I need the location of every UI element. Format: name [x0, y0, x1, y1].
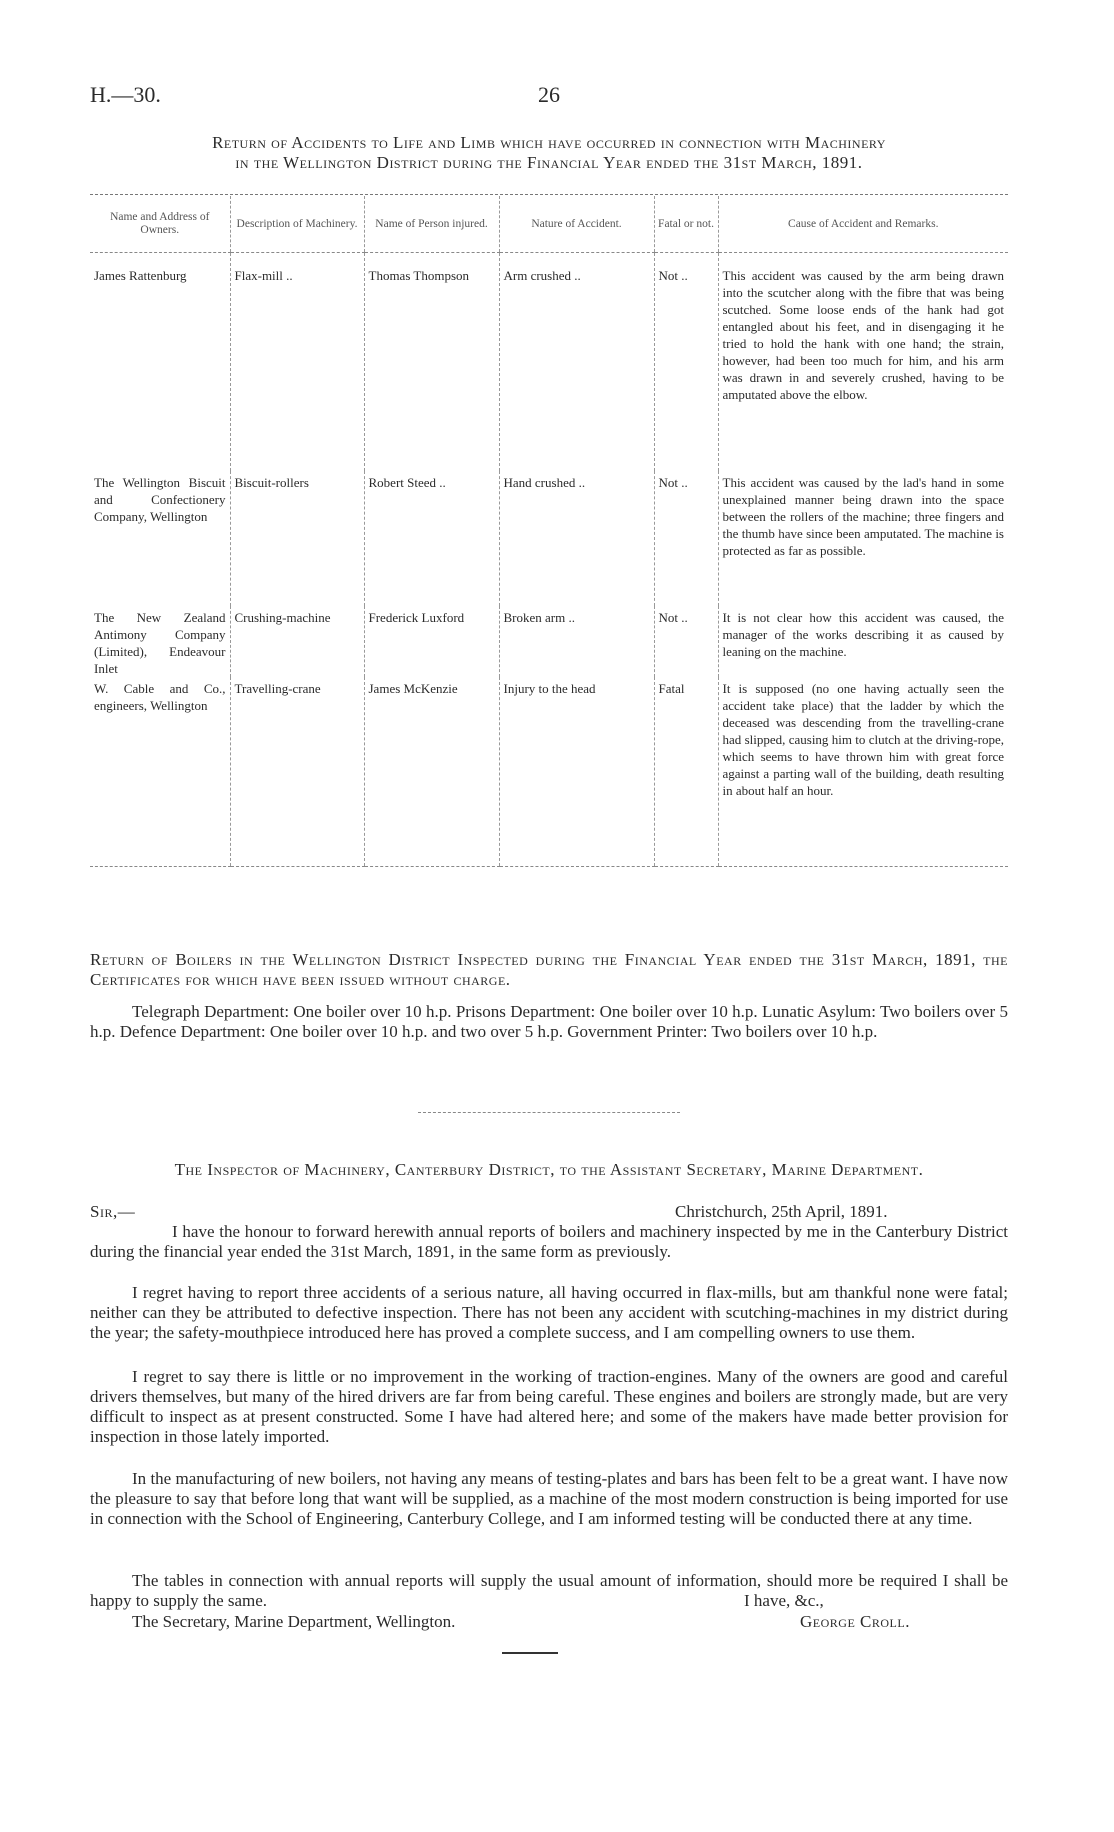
table-row — [90, 471, 1008, 606]
cell-machinery: Travelling-crane — [230, 677, 364, 867]
col-header-owner: Name and Address of Owners. — [90, 196, 230, 253]
letter-paragraph: I regret having to report three accidents of a serious nature, all having occurred in flax-mills, but am thankful none were fatal; neither can they be attributed to defective inspection. There has not been any accident with scutching-machines in my district during the year; the safety-mouthpiece introduced here has proved a complete success, and I am compelling owners to use them. — [90, 1283, 1008, 1342]
page-number: 26 — [538, 82, 560, 107]
cell-owner: James Rattenburg — [94, 268, 187, 283]
end-rule — [502, 1652, 558, 1654]
letter-heading-text: The Inspector of Machinery, Canterbury District, to the Assistant Secretary, Marine Department. — [174, 1160, 924, 1179]
cell-nature: Hand crushed .. — [499, 471, 654, 606]
cell-nature: Arm crushed .. — [499, 253, 654, 471]
cell-owner: W. Cable and Co., engineers, Wellington — [90, 677, 230, 867]
table-top-rule — [90, 194, 1008, 195]
cell-remarks: It is supposed (no one having actually seen the accident take place) that the ladder by which the deceased was descending from the travelling-crane had slipped, causing him to clutch at the driving-rope, which seems to have thrown him with great force against a parting wall of the building, death resulting in about half an hour. — [718, 677, 1008, 867]
accidents-table — [90, 196, 1008, 867]
col-header-remarks: Cause of Accident and Remarks. — [718, 196, 1008, 253]
cell-remarks: This accident was caused by the arm being drawn into the scutcher along with the fibre that was being scutched. Some loose ends of the hank had got entangled about his feet, and in disengaging it he tried to hold the hank with one hand; the strain, however, had been too much for him, and his arm was drawn in and severely crushed, having to be amputated above the elbow. — [718, 253, 1008, 471]
table-row — [90, 606, 1008, 677]
accidents-title-line-2: in the Wellington District during the Financial Year ended the 31st March, 1891. — [235, 153, 863, 172]
table-header-row — [90, 196, 1008, 253]
boilers-title-text: Return of Boilers in the Wellington District Inspected during the Financial Year ended the 31st March, 1891, the Certificates for which have been issued without charge. — [90, 950, 1008, 989]
table-row — [90, 677, 1008, 867]
cell-fatal: Not .. — [654, 471, 718, 606]
cell-remarks: This accident was caused by the lad's hand in some unexplained manner being drawn into the space between the rollers of the machine; three fingers and the thumb have since been amputated. The machine is protected as far as possible. — [718, 471, 1008, 606]
cell-nature: Injury to the head — [499, 677, 654, 867]
cell-person: Thomas Thompson — [364, 253, 499, 471]
cell-machinery: Crushing-machine — [230, 606, 364, 677]
letter-paragraph: In the manufacturing of new boilers, not having any means of testing-plates and bars has been felt to be a great want. I have now the pleasure to say that before long that want will be supplied, as a machine of the most modern construction is being imported for use in connection with the School of Engineering, Canterbury College, and I am informed testing will be conducted there at any time. — [90, 1469, 1008, 1528]
letter-closing-paragraph — [90, 1571, 1008, 1611]
letter-heading — [100, 1160, 998, 1180]
document-reference: H.—30. — [90, 82, 161, 107]
closing-courtesy: I have, &c., — [744, 1591, 824, 1610]
cell-person: Frederick Luxford — [364, 606, 499, 677]
cell-fatal: Not .. — [654, 606, 718, 677]
salutation-text: Sir,— — [90, 1202, 136, 1221]
cell-person: James McKenzie — [364, 677, 499, 867]
col-header-machinery: Description of Machinery. — [230, 196, 364, 253]
closing-text: The tables in connection with annual reports will supply the usual amount of information, should more be required I shall be happy to supply the same. — [90, 1571, 1008, 1610]
accidents-return-title — [90, 133, 1008, 173]
letter-place-date: Christchurch, 25th April, 1891. — [675, 1202, 888, 1221]
cell-nature: Broken arm .. — [499, 606, 654, 677]
col-header-nature: Nature of Accident. — [499, 196, 654, 253]
letter-paragraph: I have the honour to forward herewith annual reports of boilers and machinery inspected by me in the Canterbury District during the financial year ended the 31st March, 1891, in the same form as previously. — [90, 1222, 1008, 1261]
cell-fatal: Not .. — [654, 253, 718, 471]
cell-fatal: Fatal — [654, 677, 718, 867]
letter-paragraph: I regret to say there is little or no improvement in the working of traction-engines. Many of the owners are good and careful drivers themselves, but many of the hired drivers are far from being careful. These engines and boilers are strongly made, but are very difficult to inspect as at present constructed. Some I have had altered here; and some of the makers have made better provision for inspection in those lately imported. — [90, 1367, 1008, 1446]
cell-machinery: Flax-mill .. — [230, 253, 364, 471]
col-header-person: Name of Person injured. — [364, 196, 499, 253]
boilers-return-body: Telegraph Department: One boiler over 10 h.p. Prisons Department: One boiler over 10 h.p. Lunatic Asylum: Two boilers over 5 h.p. Defence Department: One boiler over 10 h.p. and two over 5 h.p. Government Printer: Two boilers over 10 h.p. — [90, 1002, 1008, 1041]
letter-salutation — [90, 1202, 135, 1222]
cell-owner: The Wellington Biscuit and Confectionery Company, Wellington — [94, 474, 226, 524]
cell-remarks: It is not clear how this accident was caused, the manager of the works describing it as caused by leaning on the machine. — [718, 606, 1008, 677]
letter-addressee: The Secretary, Marine Department, Wellington. — [132, 1612, 456, 1631]
col-header-fatal: Fatal or not. — [654, 196, 718, 253]
boilers-return-title — [90, 950, 1008, 990]
accidents-title-line-1: Return of Accidents to Life and Limb which have occurred in connection with Machinery — [212, 133, 886, 152]
cell-machinery: Biscuit-rollers — [230, 471, 364, 606]
cell-owner: The New Zealand Antimony Company (Limited), Endeavour Inlet — [94, 609, 226, 676]
letter-signature — [800, 1612, 910, 1632]
signature-text: George Croll. — [800, 1612, 910, 1631]
section-divider — [418, 1112, 680, 1113]
table-row — [90, 253, 1008, 471]
cell-person: Robert Steed .. — [364, 471, 499, 606]
